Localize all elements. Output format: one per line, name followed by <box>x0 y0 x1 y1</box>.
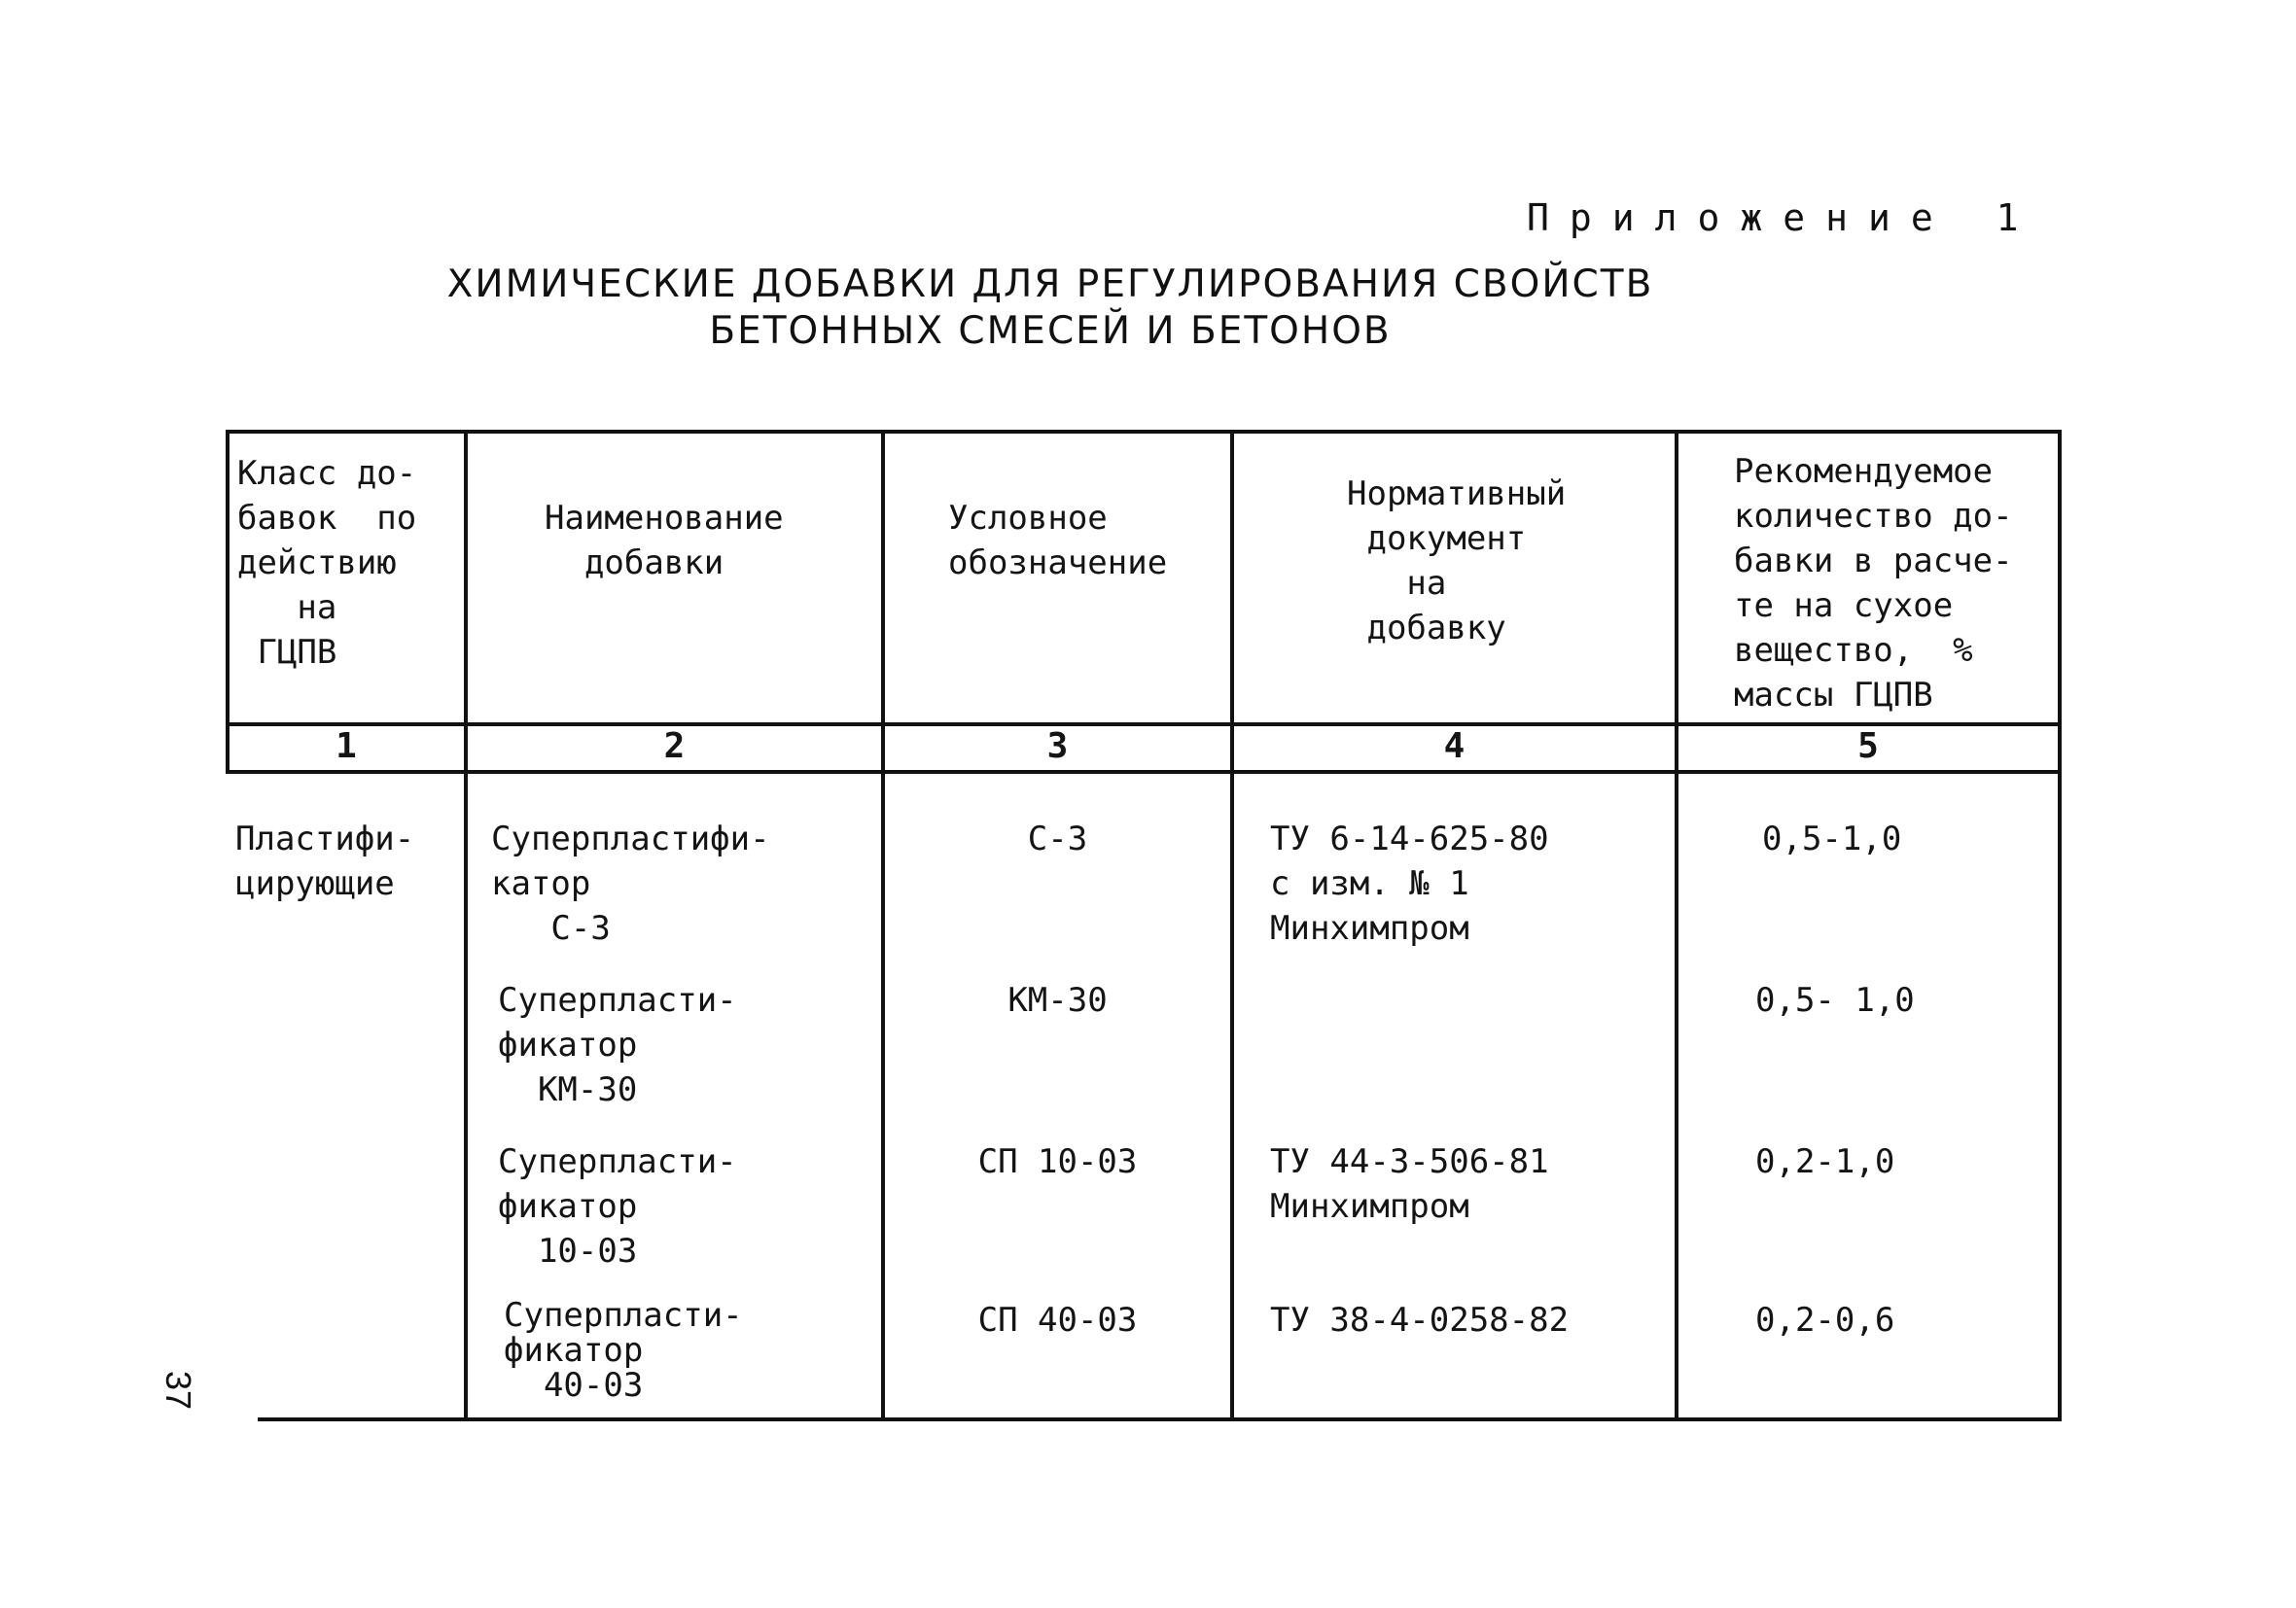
table-bottom-border <box>258 1417 2062 1421</box>
class-label: Пластифи- цирующие <box>235 820 415 903</box>
column-divider-3 <box>1230 430 1234 1421</box>
document-title-line-2: БЕТОННЫХ СМЕСЕЙ И БЕТОНОВ <box>709 309 1392 353</box>
row-3-name: Суперпласти- фикатор 10-03 <box>498 1142 737 1271</box>
row-1-name: Суперпластифи- катор С-3 <box>491 820 770 948</box>
row-2-amount: 0,5- 1,0 <box>1755 981 1915 1020</box>
row-1-amount: 0,5-1,0 <box>1762 820 1902 858</box>
column-number-3: 3 <box>1046 726 1069 766</box>
column-number-5: 5 <box>1857 726 1879 766</box>
row-4-document: ТУ 38-4-0258-82 <box>1270 1301 1570 1340</box>
table-top-border <box>226 430 2062 434</box>
row-3-amount: 0,2-1,0 <box>1755 1142 1895 1181</box>
row-2-name: Суперпласти- фикатор КМ-30 <box>498 981 737 1109</box>
row-3-document: ТУ 44-3-506-81 Минхимпром <box>1270 1142 1549 1226</box>
row-1-document: ТУ 6-14-625-80 с изм. № 1 Минхимпром <box>1270 820 1549 948</box>
row-4-name: Суперпласти- фикатор 40-03 <box>504 1296 743 1405</box>
table-left-border <box>226 430 230 774</box>
column-number-2: 2 <box>663 726 686 766</box>
header-class: Класс до- бавок по действию на ГЦПВ <box>237 454 417 672</box>
row-1-designation: С-3 <box>1027 820 1088 858</box>
row-3-designation: СП 10-03 <box>977 1142 1138 1181</box>
numbers-bottom-rule <box>226 770 2062 774</box>
column-divider-2 <box>881 430 885 1421</box>
header-amount: Рекомендуемое количество до- бавки в расче- те на сухое вещество, % массы ГЦПВ <box>1734 452 2013 715</box>
appendix-label: Приложение 1 <box>1527 196 2039 239</box>
column-number-1: 1 <box>336 726 357 766</box>
row-2-designation: КМ-30 <box>1007 981 1108 1020</box>
document-title-line-1: ХИМИЧЕСКИЕ ДОБАВКИ ДЛЯ РЕГУЛИРОВАНИЯ СВОЙСТВ <box>446 262 1654 306</box>
page-number: 37 <box>159 1371 198 1411</box>
column-number-4: 4 <box>1443 726 1466 766</box>
row-4-amount: 0,2-0,6 <box>1755 1301 1895 1340</box>
column-divider-4 <box>1675 430 1678 1421</box>
header-designation: Условное обозначение <box>948 499 1168 582</box>
header-bottom-rule <box>226 722 2062 726</box>
table-right-border <box>2058 430 2062 1421</box>
header-document: Нормативный документ на добавку <box>1347 474 1567 647</box>
header-name: Наименование добавки <box>545 499 784 582</box>
column-divider-1 <box>464 430 468 1421</box>
row-4-designation: СП 40-03 <box>977 1301 1138 1340</box>
